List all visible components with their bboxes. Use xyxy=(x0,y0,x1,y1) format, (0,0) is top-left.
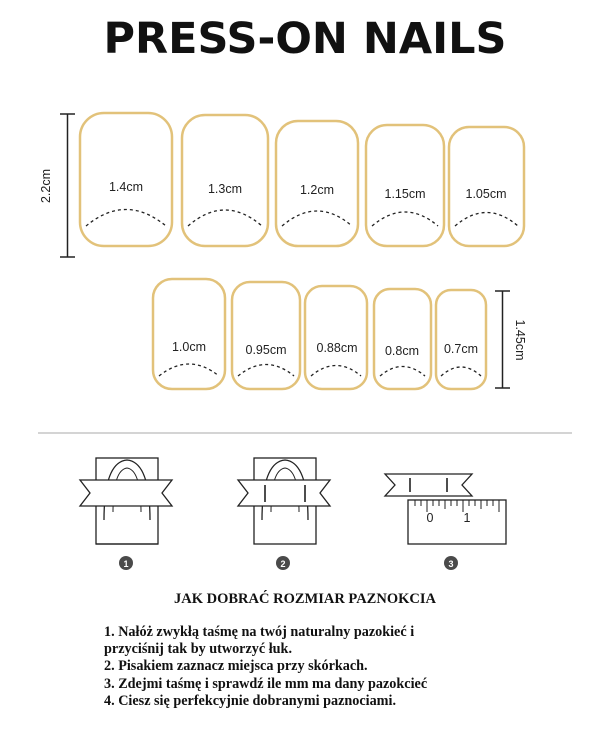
page-title: PRESS-ON NAILS xyxy=(103,14,507,64)
svg-text:1: 1 xyxy=(123,559,129,569)
nail-10-width: 0.7cm xyxy=(443,342,479,356)
row2-height-label: 1.45cm xyxy=(513,319,527,361)
ruler-label-0: 0 xyxy=(426,511,434,525)
illustration-step-1 xyxy=(80,458,172,544)
instruction-line: 2. Pisakiem zaznacz miejsca przy skórkach. xyxy=(104,658,368,675)
step-badge-2 xyxy=(276,556,290,570)
nail-6-width: 1.0cm xyxy=(171,340,207,354)
nail-3-width: 1.2cm xyxy=(299,183,335,197)
nail-6 xyxy=(153,279,225,389)
nail-9-width: 0.8cm xyxy=(384,344,420,358)
instruction-line: 3. Zdejmi taśmę i sprawdź ile mm ma dany pazokcieć xyxy=(104,675,428,692)
ruler-label-1: 1 xyxy=(463,511,471,525)
nail-2-width: 1.3cm xyxy=(207,182,243,196)
illustration-step-3 xyxy=(385,474,506,544)
instruction-line: przyciśnij tak by utworzyć łuk. xyxy=(104,641,292,658)
nail-7-width: 0.95cm xyxy=(245,343,287,357)
row1-nails xyxy=(80,113,524,246)
instruction-line: 1. Nałóż zwykłą taśmę na twój naturalny pazokieć i xyxy=(104,624,415,640)
nail-9 xyxy=(374,289,431,389)
instructions-heading: JAK DOBRAĆ ROZMIAR PAZNOKCIA xyxy=(174,591,436,607)
step-badge-1 xyxy=(119,556,133,570)
step-badge-3 xyxy=(444,556,458,570)
nail-5-width: 1.05cm xyxy=(465,187,507,201)
row2-nails xyxy=(153,279,486,389)
svg-text:2: 2 xyxy=(280,559,286,569)
row1-height-label: 2.2cm xyxy=(39,168,53,204)
nail-8-width: 0.88cm xyxy=(316,341,358,355)
instruction-line: 4. Ciesz się perfekcyjnie dobranymi paznociami. xyxy=(104,692,396,709)
nail-8 xyxy=(305,286,367,389)
nail-2 xyxy=(182,115,268,246)
nail-4-width: 1.15cm xyxy=(384,187,426,201)
svg-text:3: 3 xyxy=(448,559,454,569)
nail-1-width: 1.4cm xyxy=(108,180,144,194)
instructions-list xyxy=(104,624,604,710)
illustration-step-2 xyxy=(238,458,330,544)
nail-10 xyxy=(436,290,486,389)
row1-height-dimension xyxy=(39,114,75,257)
row2-height-dimension xyxy=(495,291,527,388)
nail-4 xyxy=(366,125,444,246)
